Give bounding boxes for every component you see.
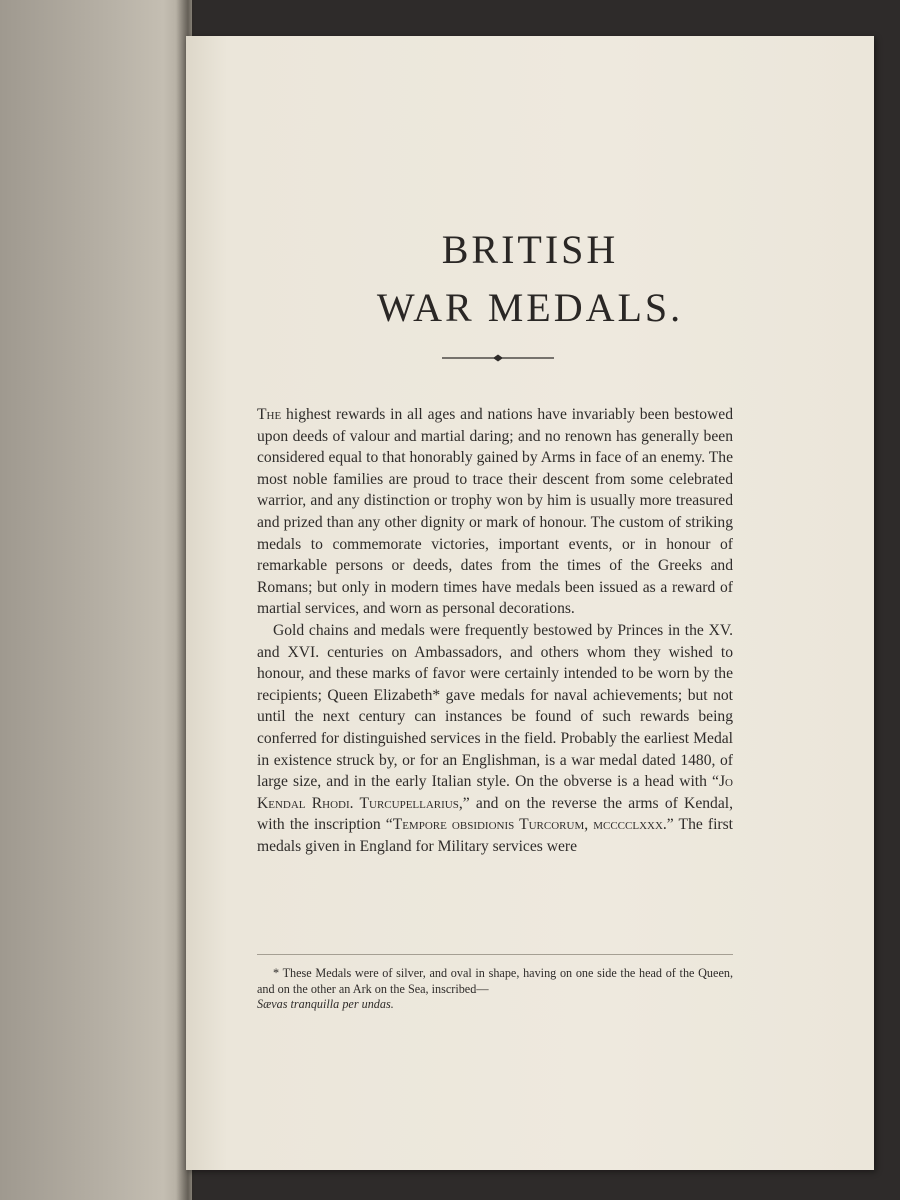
footnote-motto: Sævas tranquilla per undas. <box>257 997 394 1011</box>
paragraph-2 <box>257 620 733 858</box>
paragraph-1-text: highest rewards in all ages and nations have invariably been bestowed upon deeds of valour and martial daring; and no renown has generally been considered equal to that honorably gained by Arms in face of an enemy. The most noble families are proud to trace their descent from some celebrated warrior, and any distinction or trophy won by him is usually more treasured and prized than any other dignity or mark of honour. The custom of striking medals to commemorate victories, important events, or in honour of remarkable persons or deeds, dates from the times of the Greeks and Romans; but only in modern times have medals been issued as a reward of martial services, and worn as personal decorations. <box>257 406 733 618</box>
drop-word: The <box>257 406 282 423</box>
footnote-rule <box>257 954 733 955</box>
body-text <box>257 404 733 857</box>
right-page <box>186 36 874 1170</box>
paragraph-2-text-c: .” The first medals given in England for Military services were <box>257 816 733 855</box>
title-line-2: WAR MEDALS. <box>376 285 684 330</box>
paragraph-2-text-a: Gold chains and medals were frequently bestowed by Princes in the XV. and XVI. centuries on Ambassadors, and others whom they wished to honour, and these marks of favor were certainly intended to be worn by the recipients; Queen Elizabeth* gave medals for naval achievements; but not until the next century can instances be found of such rewards being conferred for distinguished services in the field. Probably the earliest Medal in existence struck by, or for an Englishman, is a war medal dated 1480, of large size, and in the early Italian style. On the obverse is a head with “ <box>257 621 733 791</box>
medal-reverse-inscription: Tempore obsidionis Turcorum, mcccclxxx <box>392 816 663 834</box>
paragraph-1 <box>257 404 733 620</box>
footnote <box>257 966 733 1013</box>
footnote-text <box>257 966 733 1013</box>
medal-obverse-inscription: Jo Kendal Rhodi. Turcupellarius <box>257 773 733 812</box>
left-page <box>0 0 192 1200</box>
paragraph-2-text-b: ,” and on the reverse the arms of Kendal, with the inscription “ <box>257 794 733 834</box>
diamond-rule-ornament-icon <box>442 352 554 364</box>
title-line-1: BRITISH <box>441 227 619 272</box>
footnote-body: * These Medals were of silver, and oval in shape, having on one side the head of the Queen, and on the other an Ark on the Sea, inscribed— <box>257 966 733 996</box>
